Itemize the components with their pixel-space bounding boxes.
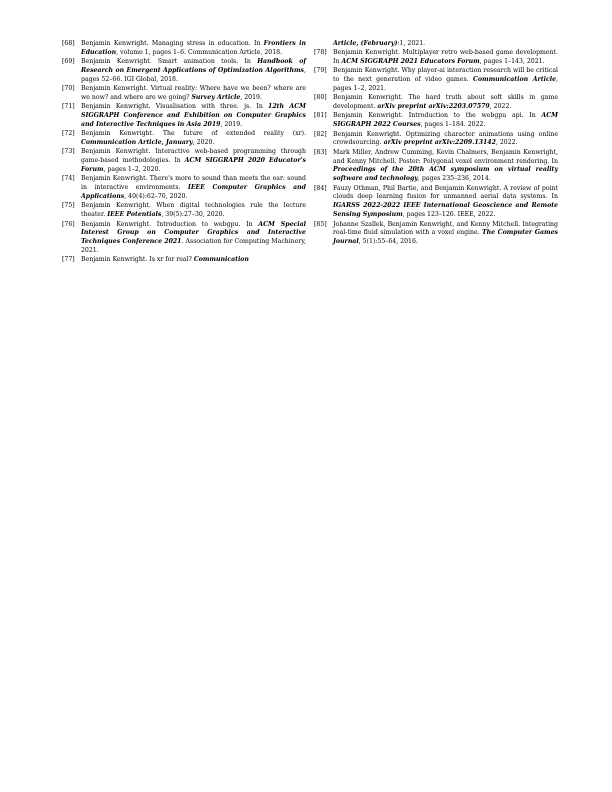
reference-authors-title: Benjamin Kenwright. Is xr for real? — [81, 256, 194, 264]
reference-authors-title: Benjamin Kenwright. Interactive web-based programming through game-based methodologies. In — [81, 148, 306, 165]
reference-details: , 2022. — [495, 139, 518, 147]
reference-venue: ACM SIGGRAPH 2022 Courses — [333, 112, 558, 129]
reference-number: [79] — [314, 67, 327, 75]
reference-entry — [314, 49, 558, 67]
reference-authors-title: Benjamin Kenwright. The future of extended reality (xr). — [81, 130, 306, 138]
reference-venue: arXiv preprint arXiv:2203.07579 — [377, 103, 490, 111]
reference-authors-title: Benjamin Kenwright. Visualisation with three. js. In — [81, 103, 269, 111]
reference-entry — [62, 58, 306, 85]
reference-number: [73] — [62, 148, 75, 156]
reference-entry — [314, 185, 558, 221]
reference-list-left-column — [62, 40, 306, 266]
reference-authors-title: Benjamin Kenwright. Smart animation tools. In — [81, 58, 258, 66]
reference-authors-title: Benjamin Kenwright. Introduction to webgpu. In — [81, 220, 259, 228]
reference-venue: The Computer Games Journal — [333, 229, 558, 246]
reference-entry — [62, 202, 306, 220]
reference-authors-title: Benjamin Kenwright. Why player-ai interaction research will be critical to the next generation of video games. — [333, 67, 558, 84]
reference-details: , pages 1–184. 2022. — [420, 121, 486, 129]
reference-venue: Proceedings of the 20th ACM symposium on virtual reality software and technology — [333, 166, 558, 183]
reference-number: [85] — [314, 220, 327, 228]
reference-authors-title: Mark Miller, Andrew Cumming, Kevin Chalmers, Benjamin Kenwright, and Kenny Mitchell. Poster: Polygonal voxel environment rendering. In — [333, 148, 558, 165]
reference-authors-title: Benjamin Kenwright. Managing stress in education. In — [81, 40, 264, 47]
reference-number: [83] — [314, 148, 327, 156]
reference-authors-title: Benjamin Kenwright. Optimizing character animations using online crowdsourcing. — [333, 130, 558, 147]
reference-entry — [314, 94, 558, 112]
reference-number: [72] — [62, 130, 75, 138]
reference-authors-title: Fauzy Othman, Phil Bartie, and Benjamin Kenwright. A review of point clouds deep learning fusion for unmanned aerial data systems. In — [333, 184, 558, 201]
reference-venue: ACM Special Interest Group on Computer Graphics and Interactive Techniques Conference 2021 — [81, 220, 306, 246]
reference-entry — [62, 148, 306, 175]
reference-authors-title: Benjamin Kenwright. There's more to sound than meets the ear: sound in interactive environments. — [81, 175, 306, 192]
reference-list-right-column — [314, 40, 558, 248]
reference-details: , 39(5):27–30, 2020. — [161, 211, 225, 219]
reference-authors-title: Benjamin Kenwright. Virtual reality: Where have we been? where are we now? and where are we going? — [81, 85, 306, 102]
reference-number: [74] — [62, 175, 75, 183]
reference-entry — [314, 67, 558, 94]
reference-number: [70] — [62, 85, 75, 93]
reference-authors-title: Benjamin Kenwright. The hard truth about soft skills in game development. — [333, 94, 558, 111]
reference-number: [81] — [314, 112, 327, 120]
reference-entry — [62, 40, 306, 58]
reference-entry — [314, 131, 558, 149]
reference-details: , pages 1–143, 2021. — [479, 58, 545, 66]
reference-entry — [62, 256, 306, 265]
reference-number: [80] — [314, 94, 327, 102]
reference-number: [84] — [314, 184, 327, 192]
reference-venue: IEEE Potentials — [107, 211, 162, 219]
reference-entry — [62, 130, 306, 148]
reference-details: , 40(4):62–70, 2020. — [124, 193, 188, 201]
reference-authors-title: Benjamin Kenwright. Introduction to the webgpu api. In — [333, 112, 542, 120]
reference-venue: ACM SIGGRAPH 2021 Educators Forum — [341, 58, 480, 66]
reference-venue: Survey Article — [191, 94, 241, 102]
reference-number: [68] — [62, 40, 75, 47]
reference-authors-title: Johanne Szallek, Benjamin Kenwright, and Kenny Mitchell. Integrating real-time fluid simulation with a voxel engine. — [333, 220, 558, 237]
reference-details: , volume 1, pages 1–6. Communication Article, 2018. — [116, 48, 283, 56]
reference-number: [71] — [62, 103, 75, 111]
reference-details: . Association for Computing Machinery, 2021. — [81, 238, 306, 255]
reference-authors-title: Benjamin Kenwright. When digital technologies rule the lecture theater. — [81, 202, 306, 219]
reference-number: [77] — [62, 256, 75, 264]
reference-venue: Communication Article, January — [81, 139, 193, 147]
reference-entry — [314, 221, 558, 248]
reference-entry — [62, 221, 306, 257]
reference-entry — [314, 40, 558, 49]
reference-venue: Frontiers in Education — [81, 40, 307, 56]
reference-venue: IGARSS 2022-2022 IEEE International Geoscience and Remote Sensing Symposium — [333, 202, 558, 219]
reference-details: , pages 1–2, 2020. — [103, 166, 161, 174]
reference-venue: ACM SIGGRAPH 2020 Educator's Forum — [81, 157, 306, 174]
reference-venue: Article, (February) — [333, 40, 398, 47]
reference-authors-title: Benjamin Kenwright. Multiplayer retro web-based game development. In — [333, 49, 558, 66]
reference-number: [69] — [62, 58, 75, 66]
reference-entry — [62, 175, 306, 202]
reference-entry — [314, 112, 558, 130]
reference-number: [78] — [314, 49, 327, 57]
reference-entry — [62, 85, 306, 103]
reference-venue: Communication Article — [473, 76, 557, 84]
reference-details: , pages 52–66. IGI Global, 2018. — [81, 67, 306, 83]
reference-details: , 2019. — [220, 121, 243, 129]
reference-venue: Handbook of Research on Emergent Applications of Optimization Algorithms — [81, 58, 306, 75]
reference-details: , pages 235–236, 2014. — [417, 175, 491, 183]
reference-details: , 2022. — [489, 103, 512, 111]
reference-details: , 2019. — [240, 94, 262, 102]
reference-venue: arXiv preprint arXiv:2209.13142 — [383, 139, 496, 147]
reference-number: [82] — [314, 130, 327, 138]
reference-number: [75] — [62, 202, 75, 210]
reference-venue: 12th ACM SIGGRAPH Conference and Exhibition on Computer Graphics and Interactive Techniques in Asia 2019 — [81, 103, 306, 129]
reference-details: :1, 2021. — [397, 40, 426, 47]
reference-venue: IEEE Computer Graphics and Applications — [81, 184, 306, 201]
reference-entry — [314, 149, 558, 185]
reference-entry — [62, 103, 306, 130]
reference-details: , 2020. — [192, 139, 215, 147]
reference-details: , pages 123–126. IEEE, 2022. — [402, 211, 496, 219]
reference-details: , 5(1):55–64, 2016. — [358, 238, 418, 246]
reference-details: , pages 1–2, 2021. — [333, 76, 558, 93]
reference-venue: Communication — [193, 256, 249, 264]
reference-number: [76] — [62, 220, 75, 228]
